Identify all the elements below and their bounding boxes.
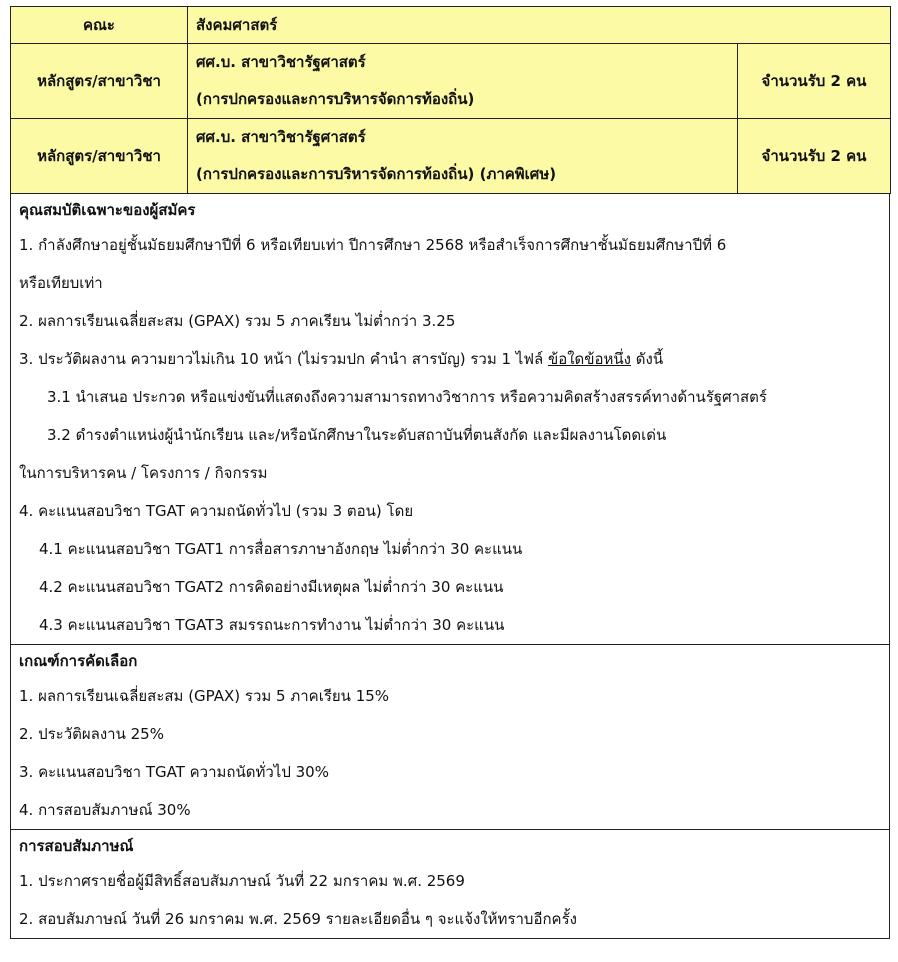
program-name-line1: ศศ.บ. สาขาวิชารัฐศาสตร์ — [196, 128, 366, 146]
criteria-item: 1. ผลการเรียนเฉลี่ยสะสม (GPAX) รวม 5 ภาคเรียน 15% — [19, 687, 390, 705]
program-header-table — [10, 6, 891, 194]
qualification-item-text: ดังนี้ — [631, 350, 664, 368]
interview-item: 2. สอบสัมภาษณ์ วันที่ 26 มกราคม พ.ศ. 2569 รายละเอียดอื่น ๆ จะแจ้งให้ทราบอีกครั้ง — [19, 910, 577, 928]
criteria-item: 4. การสอบสัมภาษณ์ 30% — [19, 801, 191, 819]
criteria-title: เกณฑ์การคัดเลือก — [19, 652, 138, 670]
qualification-item: 2. ผลการเรียนเฉลี่ยสะสม (GPAX) รวม 5 ภาคเรียน ไม่ต่ำกว่า 3.25 — [19, 312, 456, 330]
admission-document — [10, 6, 890, 939]
qualification-subitem: 4.1 คะแนนสอบวิชา TGAT1 การสื่อสารภาษาอังกฤษ ไม่ต่ำกว่า 30 คะแนน — [39, 540, 523, 558]
program-name-line1: ศศ.บ. สาขาวิชารัฐศาสตร์ — [196, 53, 366, 71]
qualification-item-continued: หรือเทียบเท่า — [19, 274, 103, 292]
program-name-line2: (การปกครองและการบริหารจัดการท้องถิ่น) — [196, 90, 475, 108]
qualification-subitem: 3.1 นำเสนอ ประกวด หรือแข่งขันที่แสดงถึงความสามารถทางวิชาการ หรือความคิดสร้างสรรค์ทางด้านรัฐศาสตร์ — [47, 388, 767, 406]
program-row — [11, 44, 891, 119]
qualifications-section — [10, 194, 890, 645]
criteria-item: 3. คะแนนสอบวิชา TGAT ความถนัดทั่วไป 30% — [19, 763, 329, 781]
program-label: หลักสูตร/สาขาวิชา — [11, 44, 188, 119]
qualification-item: 1. กำลังศึกษาอยู่ชั้นมัธยมศึกษาปีที่ 6 หรือเทียบเท่า ปีการศึกษา 2568 หรือสำเร็จการศึกษาชั้นมัธยมศึกษาปีที่ 6 — [19, 236, 727, 254]
interview-item: 1. ประกาศรายชื่อผู้มีสิทธิ์สอบสัมภาษณ์ วันที่ 22 มกราคม พ.ศ. 2569 — [19, 872, 465, 890]
interview-title: การสอบสัมภาษณ์ — [19, 837, 134, 855]
program-row — [11, 119, 891, 194]
program-quota: จำนวนรับ 2 คน — [738, 119, 891, 194]
qualification-item-text: 3. ประวัติผลงาน ความยาวไม่เกิน 10 หน้า (ไม่รวมปก คำนำ สารบัญ) รวม 1 ไฟล์ — [19, 350, 548, 368]
qualification-subitem-continued: ในการบริหารคน / โครงการ / กิจกรรม — [19, 464, 268, 482]
qualifications-title: คุณสมบัติเฉพาะของผู้สมัคร — [19, 201, 196, 219]
qualification-subitem: 3.2 ดำรงตำแหน่งผู้นำนักเรียน และ/หรือนักศึกษาในระดับสถาบันที่ตนสังกัด และมีผลงานโดดเด่น — [47, 426, 667, 444]
qualification-subitem: 4.3 คะแนนสอบวิชา TGAT3 สมรรถนะการทำงาน ไม่ต่ำกว่า 30 คะแนน — [39, 616, 505, 634]
program-quota: จำนวนรับ 2 คน — [738, 44, 891, 119]
criteria-section — [10, 645, 890, 830]
criteria-item: 2. ประวัติผลงาน 25% — [19, 725, 164, 743]
program-name — [188, 119, 738, 194]
faculty-row — [11, 7, 891, 44]
program-label: หลักสูตร/สาขาวิชา — [11, 119, 188, 194]
faculty-label: คณะ — [11, 7, 188, 44]
underlined-text: ข้อใดข้อหนึ่ง — [547, 350, 631, 368]
faculty-value: สังคมศาสตร์ — [188, 7, 891, 44]
qualification-subitem: 4.2 คะแนนสอบวิชา TGAT2 การคิดอย่างมีเหตุผล ไม่ต่ำกว่า 30 คะแนน — [39, 578, 504, 596]
program-name-line2: (การปกครองและการบริหารจัดการท้องถิ่น) (ภาคพิเศษ) — [196, 165, 557, 183]
interview-section — [10, 830, 890, 939]
qualification-item — [11, 340, 889, 378]
program-name — [188, 44, 738, 119]
qualification-item: 4. คะแนนสอบวิชา TGAT ความถนัดทั่วไป (รวม 3 ตอน) โดย — [19, 502, 414, 520]
